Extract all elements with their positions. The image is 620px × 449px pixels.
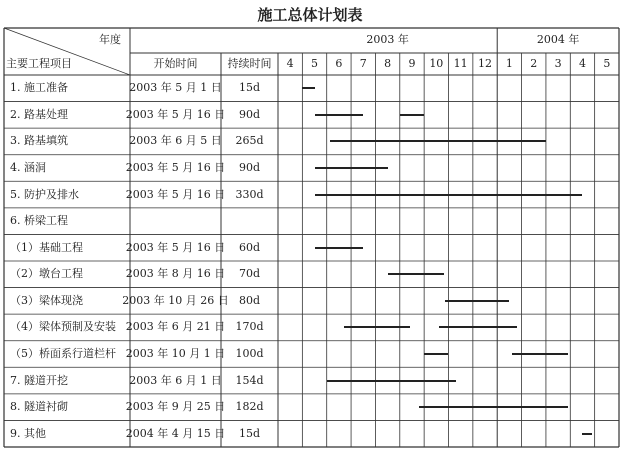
- corner-top-label: 年度: [99, 33, 121, 46]
- month-header: 5: [311, 57, 319, 70]
- gantt-bar: [582, 433, 592, 435]
- month-header: 1: [505, 57, 513, 70]
- task-start-date: 2004 年 4 月 15 日: [125, 426, 226, 440]
- year-2004-header: 2004 年: [536, 33, 580, 46]
- month-header: 4: [286, 57, 294, 70]
- task-name: （2）墩台工程: [10, 267, 83, 281]
- month-header: 11: [453, 57, 468, 70]
- task-start-date: 2003 年 5 月 1 日: [129, 81, 222, 95]
- task-name: 1. 施工准备: [10, 81, 68, 95]
- gantt-bar: [315, 194, 583, 196]
- task-start-date: 2003 年 5 月 16 日: [125, 161, 226, 174]
- start-column-header: 开始时间: [153, 57, 198, 70]
- task-name: （5）桥面系行道栏杆: [10, 347, 116, 360]
- task-start-date: 2003 年 9 月 25 日: [125, 400, 226, 414]
- task-duration: 90d: [238, 107, 261, 121]
- task-name: （1）基础工程: [10, 240, 83, 254]
- gantt-bar: [445, 300, 510, 302]
- month-header: 5: [603, 57, 611, 70]
- task-start-date: 2003 年 10 月 26 日: [122, 293, 229, 307]
- task-duration: 100d: [235, 347, 264, 360]
- gantt-bar: [315, 247, 364, 249]
- gantt-bar: [344, 326, 410, 328]
- task-name: （3）梁体现浇: [10, 293, 83, 307]
- task-duration: 80d: [238, 293, 261, 307]
- month-header: 8: [384, 57, 392, 70]
- task-start-date: 2003 年 10 月 1 日: [125, 347, 226, 360]
- task-start-date: 2003 年 5 月 16 日: [125, 240, 226, 254]
- gantt-bar: [302, 87, 314, 89]
- month-header: 6: [335, 57, 343, 70]
- gantt-bar: [439, 326, 517, 328]
- duration-column-header: 持续时间: [227, 57, 272, 70]
- gantt-bar: [419, 406, 568, 408]
- month-header: 10: [429, 57, 444, 70]
- task-start-date: 2003 年 8 月 16 日: [125, 267, 226, 281]
- gantt-bar: [327, 380, 456, 382]
- task-duration: 60d: [238, 240, 261, 254]
- task-name: 9. 其他: [10, 426, 46, 440]
- task-duration: 182d: [235, 400, 264, 414]
- page-title: 施工总体计划表: [257, 6, 363, 24]
- task-start-date: 2003 年 6 月 1 日: [129, 373, 222, 387]
- task-name: 2. 路基处理: [10, 107, 68, 121]
- gantt-bar: [388, 273, 444, 275]
- task-name: （4）梁体预制及安装: [10, 320, 116, 334]
- month-header: 2: [530, 57, 538, 70]
- task-start-date: 2003 年 5 月 16 日: [125, 107, 226, 121]
- task-name: 8. 隧道衬砌: [10, 400, 68, 414]
- task-name: 7. 隧道开挖: [10, 373, 68, 387]
- task-duration: 70d: [238, 267, 261, 281]
- gantt-bar: [315, 114, 364, 116]
- task-name: 5. 防护及排水: [10, 187, 79, 201]
- month-header: 3: [554, 57, 562, 70]
- gantt-bar: [400, 114, 424, 116]
- corner-bottom-label: 主要工程项目: [6, 57, 72, 70]
- task-start-date: 2003 年 6 月 21 日: [125, 320, 226, 334]
- task-name: 4. 涵洞: [10, 161, 46, 174]
- task-name: 3. 路基填筑: [10, 134, 68, 148]
- task-duration: 15d: [238, 81, 261, 95]
- gantt-bar: [315, 167, 388, 169]
- task-duration: 90d: [238, 161, 261, 174]
- month-header: 7: [359, 57, 367, 70]
- month-header: 4: [578, 57, 586, 70]
- task-name: 6. 桥梁工程: [10, 214, 68, 228]
- task-duration: 265d: [235, 134, 264, 148]
- task-duration: 15d: [238, 426, 261, 440]
- task-duration: 330d: [235, 187, 264, 201]
- gantt-bar: [424, 353, 448, 355]
- gantt-bar: [330, 140, 546, 142]
- task-start-date: 2003 年 6 月 5 日: [129, 134, 222, 148]
- month-header: 12: [478, 57, 493, 70]
- task-duration: 154d: [235, 373, 264, 387]
- task-start-date: 2003 年 5 月 16 日: [125, 187, 226, 201]
- task-duration: 170d: [235, 320, 264, 334]
- year-2003-header: 2003 年: [366, 33, 409, 46]
- month-header: 9: [408, 57, 416, 70]
- gantt-bar: [512, 353, 568, 355]
